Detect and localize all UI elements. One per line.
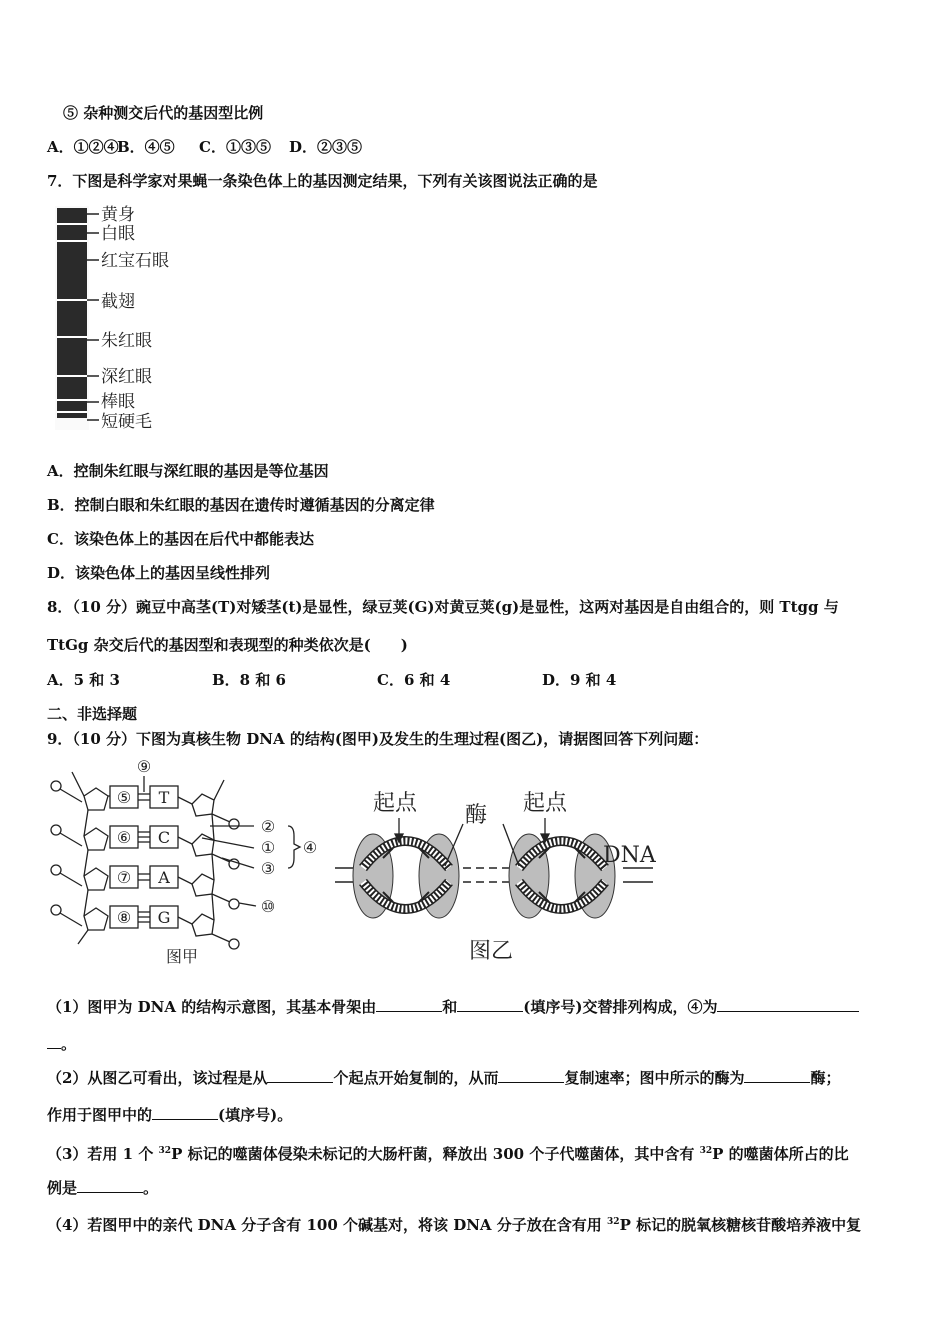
q9-sub3-text-a: （3）若用 1 个 xyxy=(47,1145,159,1163)
dna-label: DNA xyxy=(603,843,656,868)
answer-blank[interactable] xyxy=(717,997,859,1012)
q6-options xyxy=(47,137,362,157)
q6-option-d: D．②③⑤ xyxy=(289,138,363,156)
superscript: 32 xyxy=(158,1146,172,1156)
q9-sub1-cont xyxy=(47,1034,76,1054)
q9-sub1-text-c: (填序号)交替排列构成，④为 xyxy=(523,998,718,1016)
answer-blank[interactable] xyxy=(152,1105,218,1120)
figure-b-caption: 图乙 xyxy=(469,939,514,964)
base-label: G xyxy=(157,908,171,927)
q8-stem-line1: 8．（10 分）豌豆中高茎(T)对矮茎(t)是显性，绿豆荚(G)对黄豆荚(g)是显性，这两对基因是自由组合的，则 Ttgg 与 xyxy=(47,598,839,616)
q9-sub2-text-f: (填序号)。 xyxy=(218,1106,293,1124)
box-label: ⑦ xyxy=(116,868,132,887)
q9-sub2-text-e: 作用于图甲中的 xyxy=(47,1106,153,1124)
q9-sub3-text-e: 。 xyxy=(143,1179,159,1197)
answer-blank[interactable] xyxy=(47,1034,61,1049)
answer-blank[interactable] xyxy=(376,997,442,1012)
base-label: T xyxy=(158,788,170,807)
figure-b-replication xyxy=(333,786,673,968)
q8-options xyxy=(47,670,616,690)
gene-label: 棒眼 xyxy=(101,392,135,412)
bubble-left xyxy=(353,834,459,918)
chromosome-figure xyxy=(47,200,187,440)
answer-blank[interactable] xyxy=(498,1068,564,1083)
q8-option-d: D．9 和 4 xyxy=(542,671,617,689)
q8-option-b: B．8 和 6 xyxy=(212,671,286,689)
q9-sub2-text-a: （2）从图乙可看出，该过程是从 xyxy=(47,1069,268,1087)
q9-sub1-text-a: （1）图甲为 DNA 的结构示意图，其基本骨架由 xyxy=(47,998,377,1016)
q9-sub4-text-b: P 标记的脱氧核糖核苷酸培养液中复 xyxy=(619,1216,862,1234)
gene-label: 短硬毛 xyxy=(101,412,152,432)
gene-label: 截翅 xyxy=(101,292,135,312)
q8-option-c: C．6 和 4 xyxy=(377,671,451,689)
superscript: 32 xyxy=(699,1146,713,1156)
q8-option-a: A．5 和 3 xyxy=(47,671,120,689)
q6-option-b: B．④⑤ xyxy=(117,138,175,156)
box-label: ⑥ xyxy=(116,828,132,847)
q9-sub3-text-d: 例是 xyxy=(47,1179,78,1197)
gene-label: 黄身 xyxy=(101,205,135,225)
q9-sub2 xyxy=(47,1068,841,1088)
label-2: ② xyxy=(260,817,276,836)
q9-sub1 xyxy=(47,997,859,1017)
q9-sub3-text-b: P 标记的噬菌体侵染未标记的大肠杆菌，释放出 300 个子代噬菌体，其中含有 xyxy=(171,1145,700,1163)
label-10: ⑩ xyxy=(260,897,276,916)
enzyme-label: 酶 xyxy=(465,803,488,828)
q9-sub2-text-b: 个起点开始复制的，从而 xyxy=(333,1069,499,1087)
q7-option-d: D．该染色体上的基因呈线性排列 xyxy=(47,564,271,582)
q9-stem: 9．（10 分）下图为真核生物 DNA 的结构(图甲)及发生的生理过程(图乙)，请据图回答下列问题： xyxy=(47,730,709,748)
label-3: ③ xyxy=(260,859,276,878)
label-9: ⑨ xyxy=(136,758,152,776)
gene-label: 朱红眼 xyxy=(101,331,152,351)
answer-blank[interactable] xyxy=(267,1068,333,1083)
q7-option-a: A．控制朱红眼与深红眼的基因是等位基因 xyxy=(47,462,329,480)
label-4: ④ xyxy=(302,838,318,857)
bubble-right xyxy=(509,834,615,918)
q7-stem: 7．下图是科学家对果蝇一条染色体上的基因测定结果，下列有关该图说法正确的是 xyxy=(47,172,598,190)
q9-sub1-text-d: 。 xyxy=(61,1035,77,1053)
gene-label: 深红眼 xyxy=(101,367,152,387)
q6-option-a: A．①②④ xyxy=(47,138,119,156)
q8-stem-line2: TtGg 杂交后代的基因型和表现型的种类依次是( ) xyxy=(47,636,408,654)
q9-sub2-text-c: 复制速率；图中所示的酶为 xyxy=(564,1069,745,1087)
q6-option-c: C．①③⑤ xyxy=(199,138,271,156)
superscript: 32 xyxy=(607,1217,620,1227)
box-label: ⑧ xyxy=(116,908,132,927)
q9-sub1-text-b: 和 xyxy=(442,998,458,1016)
q7-option-c: C．该染色体上的基因在后代中都能表达 xyxy=(47,530,314,548)
q6-option-5: ⑤ 杂种测交后代的基因型比例 xyxy=(63,104,264,122)
q9-sub2-text-d: 酶； xyxy=(810,1069,841,1087)
box-label: ⑤ xyxy=(116,788,132,807)
origin-label-left: 起点 xyxy=(373,791,418,816)
q9-sub3 xyxy=(47,1141,849,1164)
answer-blank[interactable] xyxy=(457,997,523,1012)
section-title: 二、非选择题 xyxy=(47,705,138,723)
origin-label-right: 起点 xyxy=(523,791,568,816)
base-label: C xyxy=(157,828,171,847)
q9-sub3-text-c: P 的噬菌体所占的比 xyxy=(712,1145,849,1163)
label-1: ① xyxy=(260,838,276,857)
base-label: A xyxy=(158,868,170,887)
gene-label: 红宝石眼 xyxy=(101,251,169,271)
q7-option-b: B．控制白眼和朱红眼的基因在遗传时遵循基因的分离定律 xyxy=(47,496,435,514)
q9-sub4 xyxy=(47,1212,861,1235)
chromosome-bar xyxy=(57,208,87,418)
figure-a-caption: 图甲 xyxy=(165,947,199,966)
q9-sub4-text-a: （4）若图甲中的亲代 DNA 分子含有 100 个碱基对，将该 DNA 分子放在含有用 xyxy=(47,1216,608,1234)
answer-blank[interactable] xyxy=(77,1178,143,1193)
answer-blank[interactable] xyxy=(744,1068,810,1083)
figure-a-dna-structure xyxy=(42,758,332,972)
q9-sub3-cont xyxy=(47,1178,158,1198)
q9-sub2-cont xyxy=(47,1105,292,1125)
gene-label: 白眼 xyxy=(101,224,135,244)
